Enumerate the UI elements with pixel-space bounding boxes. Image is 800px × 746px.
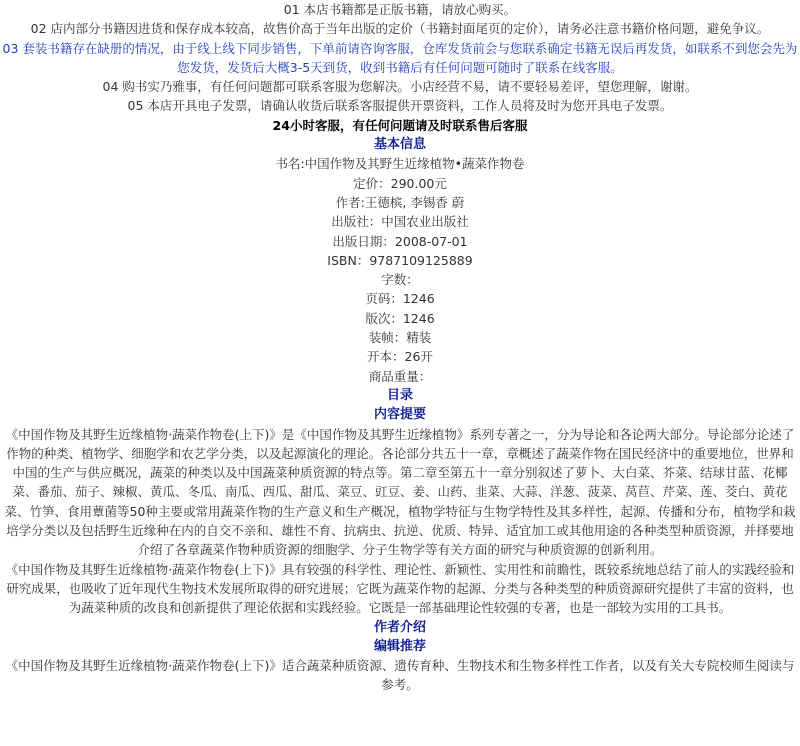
basic-info-heading: 基本信息 <box>373 137 426 153</box>
customer-service-hotline: 24小时客服，有任何问题请及时联系售后客服 <box>272 117 528 133</box>
info-weight: 商品重量： <box>368 368 432 384</box>
info-binding: 装帧：精装 <box>368 330 432 346</box>
toc-heading: 目录 <box>386 387 413 403</box>
summary-paragraph: 《中国作物及其野生近缘植物·蔬菜作物卷(上下)》是《中国作物及其野生近缘植物》系列专著之一，分为导论和各论两大部分。导论部分论述了作物的种类、植物学、细胞学和农艺学分类，以及起源演化的理论。各论部分共五十一章，章概述了蔬菜作物在国民经济中的重要地位，世界和中国的生产与供应概况，蔬菜的种类以及中国蔬菜种质资源的特点等。第二章至第五十一章分别叙述了萝卜、大白菜、芥菜、结球甘蓝、花椰菜、番茄、茄子、辣椒、黄瓜、冬瓜、南瓜、西瓜、甜瓜、菜豆、豇豆、姜、山药、韭菜、大蒜、洋葱、菠菜、莴苣、芹菜、莲、茭白、黄花菜、竹笋、食用蕈菌等50种主要或常用蔬菜作物的生产意义和生产概况，植物学特征与生物学特性及其多样性，起源、传播和分布，植物学和栽培学分类以及包括野生近缘种在内的自交不亲和、雄性不育、抗病虫、抗逆、优质、特异、适宜加工或其他用途的各种类型种质资源，并择要地介绍了各章蔬菜作物种质资源的细胞学、分子生物学等有关方面的研究与种质资源的创新利用。 <box>4 426 796 558</box>
notice-03: 03 套装书籍存在缺册的情况，由于线上线下同步销售，下单前请咨询客服，仓库发货前会与您联系确定书籍无误后再发货，如联系不到您会先为您发货，发货后大概3-5天到货，收到书籍后有任何问题可随时了联系在线客服。 <box>2 40 798 75</box>
editor-heading: 编辑推荐 <box>373 638 426 654</box>
summary-heading: 内容提要 <box>373 407 426 423</box>
info-isbn: ISBN：9787109125889 <box>327 252 473 268</box>
basic-info-section <box>0 135 800 386</box>
summary-paragraph: 《中国作物及其野生近缘植物·蔬菜作物卷(上下)》具有较强的科学性、理论性、新颖性、实用性和前瞻性，既较系统地总结了前人的实践经验和研究成果，也吸收了近年现代生物技术发展所取得的研究进展；它既为蔬菜作物的起源、分类与各种类型的种质资源研究提供了丰富的资料，也为蔬菜种质的改良和创新提供了理论依据和实践经验。它既是一部基础理论性较强的专著，也是一部较为实用的工具书。 <box>5 561 795 616</box>
editor-paragraph: 《中国作物及其野生近缘植物·蔬菜作物卷(上下)》适合蔬菜种质资源、遗传育种、生物技术和生物多样性工作者，以及有关大专院校师生阅读与参考。 <box>5 658 795 693</box>
summary-section <box>0 405 800 617</box>
info-edition: 版次：1246 <box>365 310 435 326</box>
info-publish-date: 出版日期：2008-07-01 <box>332 233 468 249</box>
info-price: 定价：290.00元 <box>353 175 447 191</box>
notice-04: 04 购书实乃雅事，有任何问题都可联系客服为您解决。小店经营不易，请不要轻易差评，望您理解，谢谢。 <box>102 79 698 95</box>
info-word-count: 字数： <box>381 272 419 288</box>
info-publisher: 出版社：中国农业出版社 <box>331 214 469 230</box>
info-pages: 页码：1246 <box>365 291 435 307</box>
info-title: 书名:中国作物及其野生近缘植物•蔬菜作物卷 <box>275 156 525 172</box>
info-format: 开本：26开 <box>367 349 433 365</box>
author-heading: 作者介绍 <box>373 619 426 635</box>
notice-05: 05 本店开具电子发票，请确认收货后联系客服提供开票资料，工作人员将及时为您开具电子发票。 <box>127 98 673 114</box>
notice-01: 01 本店书籍都是正版书籍，请放心购买。 <box>283 2 517 17</box>
notice-02: 02 店内部分书籍因进货和保存成本较高，故售价高于当年出版的定价（书籍封面尾页的定价），请务必注意书籍价格问题，避免争议。 <box>30 21 770 37</box>
editor-section <box>0 637 800 695</box>
info-author: 作者:王德槟, 李锡香 蔚 <box>335 194 465 210</box>
